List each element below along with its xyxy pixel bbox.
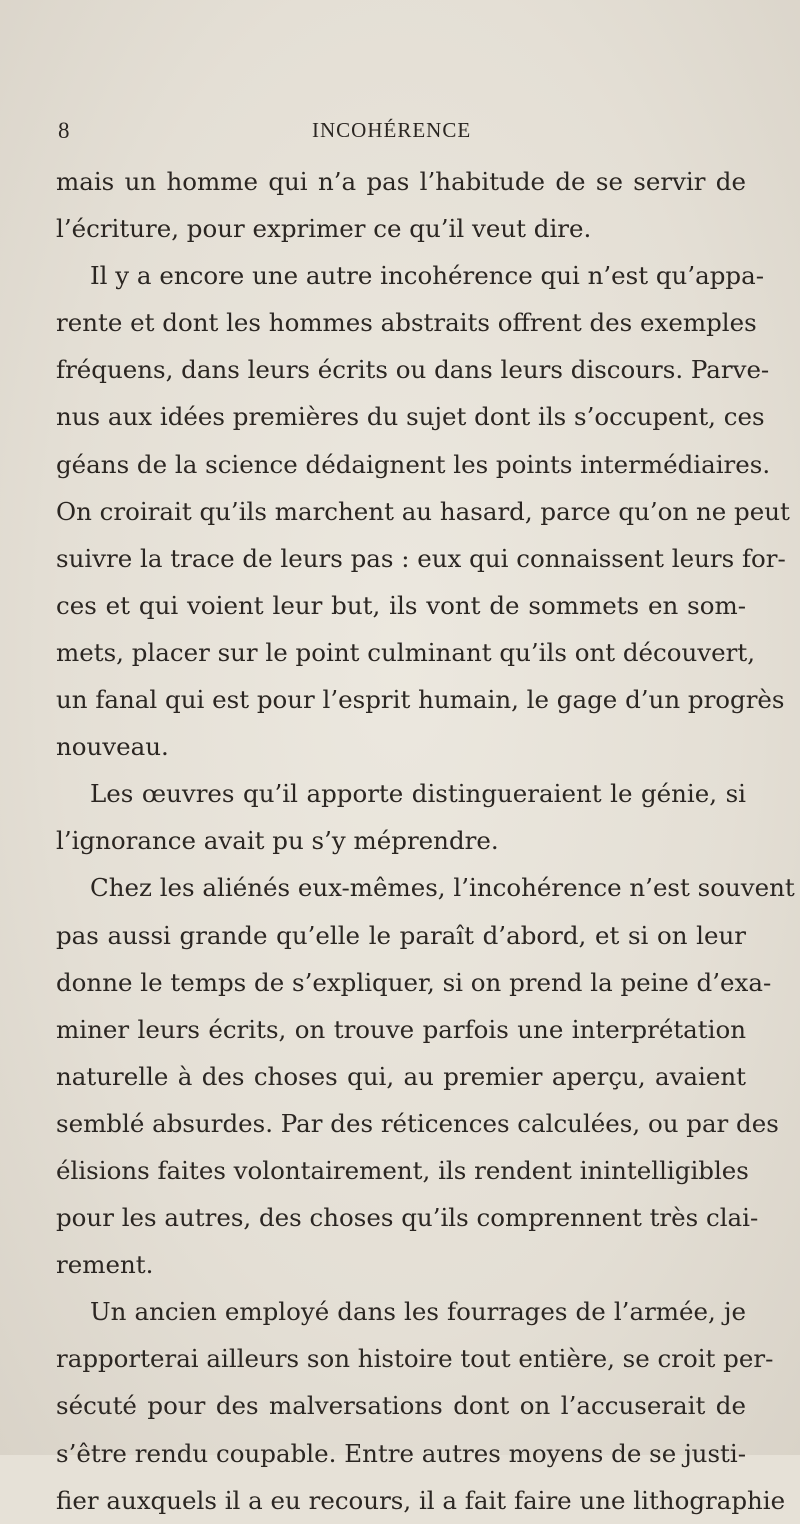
text-line: Les œuvres qu’il apporte distingueraient le génie, si <box>90 779 746 809</box>
text-line: rement. <box>56 1250 154 1280</box>
text-line: rente et dont les hommes abstraits offrent des exemples <box>56 308 757 338</box>
text-line: rapporterai ailleurs son histoire tout entière, se croit per- <box>56 1344 774 1374</box>
text-line: miner leurs écrits, on trouve parfois une interprétation <box>56 1014 746 1044</box>
text-line: Il y a encore une autre incohérence qui n’est qu’appa- <box>90 261 764 291</box>
text-line: semblé absurdes. Par des réticences calculées, ou par des <box>56 1108 779 1138</box>
text-line: pas aussi grande qu’elle le paraît d’abord, et si on leur <box>56 920 746 950</box>
text-line: nus aux idées premières du sujet dont ils s’occupent, ces <box>56 402 765 432</box>
text-line: géans de la science dédaignent les points intermédiaires. <box>56 449 771 479</box>
text-line: fréquens, dans leurs écrits ou dans leurs discours. Parve- <box>56 355 770 385</box>
text-line: sécuté pour des malversations dont on l’accuserait de <box>56 1391 746 1421</box>
text-line: mets, placer sur le point culminant qu’ils ont découvert, <box>56 637 755 667</box>
text-line: Un ancien employé dans les fourrages de l’armée, je <box>90 1297 746 1327</box>
text-line: donne le temps de s’expliquer, si on prend la peine d’exa- <box>56 967 772 997</box>
text-line: On croirait qu’ils marchent au hasard, parce qu’on ne peut <box>56 496 790 526</box>
text-line: nouveau. <box>56 732 169 762</box>
text-line: élisions faites volontairement, ils rendent inintelligibles <box>56 1155 749 1185</box>
page-header <box>0 118 800 148</box>
text-line: Chez les aliénés eux-mêmes, l’incohérence n’est souvent <box>90 873 795 903</box>
body-text <box>56 158 795 1524</box>
text-line: pour les autres, des choses qu’ils comprennent très clai- <box>56 1203 759 1233</box>
text-line: naturelle à des choses qui, au premier aperçu, avaient <box>56 1061 746 1091</box>
text-line: s’être rendu coupable. Entre autres moyens de se justi- <box>56 1438 746 1468</box>
text-line: suivre la trace de leurs pas : eux qui connaissent leurs for- <box>56 543 786 573</box>
text-line: l’ignorance avait pu s’y méprendre. <box>56 826 499 856</box>
text-line: mais un homme qui n’a pas l’habitude de se servir de <box>56 167 746 196</box>
text-line: fier auxquels il a eu recours, il a fait faire une lithographie <box>56 1485 786 1515</box>
page-number: 8 <box>58 118 70 143</box>
running-title: INCOHÉRENCE <box>312 118 472 142</box>
text-line: l’écriture, pour exprimer ce qu’il veut dire. <box>56 214 592 244</box>
text-line: ces et qui voient leur but, ils vont de sommets en som- <box>56 590 746 620</box>
text-line: un fanal qui est pour l’esprit humain, le gage d’un progrès <box>56 685 785 715</box>
